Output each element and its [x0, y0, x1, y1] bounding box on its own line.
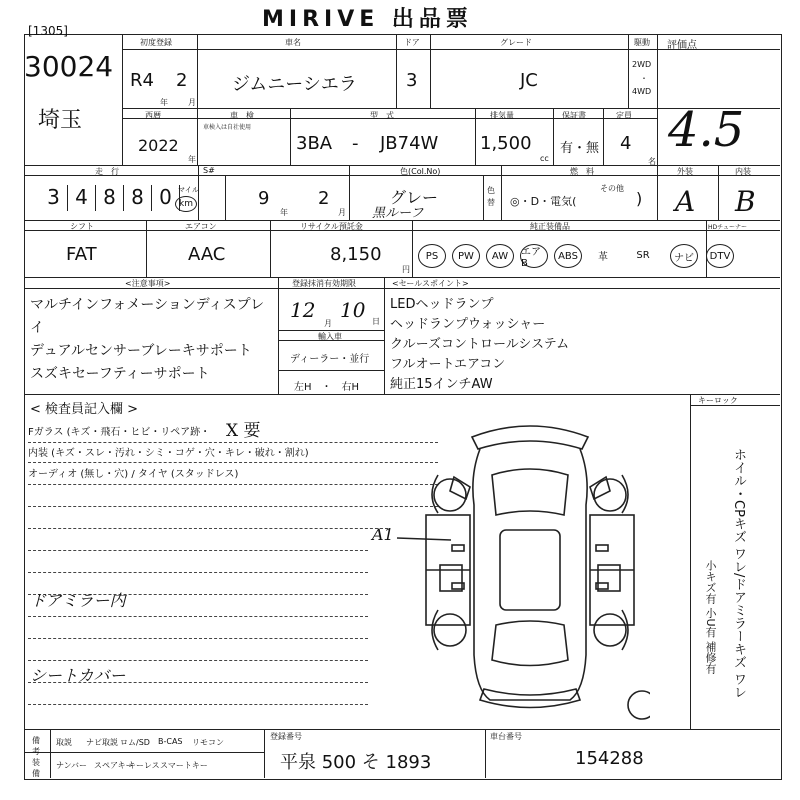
diagram-label: A1: [372, 525, 394, 544]
drive-2wd: 2WD: [632, 60, 652, 69]
equipment-badge: PW: [452, 244, 480, 268]
label-reg-expiry: 登録抹消有効期限: [292, 279, 356, 288]
guarantee: 有・無: [560, 141, 600, 156]
mileage-digits: [40, 185, 180, 211]
note-line: イ: [30, 320, 44, 336]
label-first-reg: 初度登録: [140, 38, 172, 47]
label-drive: 駆動: [634, 38, 650, 47]
equipment-badge: ナビ: [670, 244, 698, 268]
label-seireki: 西暦: [145, 111, 161, 120]
inspector-mark: X 要: [226, 421, 261, 441]
label-chassis: 車台番号: [490, 732, 522, 741]
inspector-line: Fガラス (キズ・飛石・ヒビ・リペア跡・: [28, 427, 211, 438]
side-note-1: ホイル・CPキズ ワレ/ドアミラーキズ ワレ: [731, 448, 746, 699]
side-note-2: 小キズ有 小U有 補修有: [704, 560, 717, 675]
sales-point-line: 純正15インチAW: [390, 377, 493, 392]
model-sep: -: [352, 133, 359, 154]
inspector-line: オーディオ (無し・穴) / タイヤ (スタッドレス): [28, 469, 239, 480]
color-change-label: 色 替: [487, 186, 495, 207]
cc-unit: cc: [540, 154, 549, 163]
handwritten-note-1: ドアミラー内: [30, 591, 126, 610]
shaken-month-unit: 月: [338, 208, 346, 217]
drive-4wd: 4WD: [632, 87, 652, 96]
month-unit: 月: [188, 98, 196, 107]
model-prefix: 3BA: [296, 133, 333, 154]
doors: 3: [406, 70, 418, 91]
region: 埼玉: [38, 108, 83, 133]
equipment-badge: 革: [590, 244, 616, 266]
label-inspector: < 検査員記入欄 >: [30, 402, 139, 417]
label-recycle: リサイクル預託金: [300, 222, 363, 231]
fuel: ◎・D・電気(: [510, 195, 577, 208]
label-sflag: S#: [203, 166, 215, 175]
label-import: 輸入車: [318, 332, 342, 341]
label-hdtuner: HDチューナー: [708, 224, 747, 231]
mileage-digit: 4: [68, 185, 96, 211]
lot-number: 30024: [24, 50, 114, 83]
label-color: 色(Col.No): [400, 167, 441, 176]
plate-number: 平泉 500 そ 1893: [280, 752, 432, 773]
label-mileage: 走 行: [95, 167, 119, 176]
shaken-month: 2: [318, 188, 330, 209]
label-shaken-note: 車検入は自社使用: [203, 124, 252, 131]
inspector-line: 内装 (キズ・スレ・汚れ・シミ・コゲ・穴・キレ・破れ・割れ): [28, 448, 309, 459]
label-shaken: 車 検: [230, 111, 254, 120]
month: 2: [176, 70, 188, 91]
label-grade: グレード: [500, 38, 532, 47]
equipment-badge: SR: [630, 244, 656, 266]
year: 2022: [138, 136, 179, 155]
label-score: 評価点: [667, 40, 697, 51]
label-fuel: 燃 料: [570, 167, 594, 176]
label-caution: <注意事項>: [125, 279, 171, 288]
chassis-number: 154288: [575, 748, 644, 769]
shift: FAT: [66, 244, 97, 265]
interior-grade: B: [735, 185, 756, 218]
capacity-unit: 名: [648, 157, 656, 166]
lot-bracket: [1305]: [28, 24, 68, 38]
import-handle: 左H ・ 右H: [294, 382, 360, 393]
mileage-digit: 8: [96, 185, 124, 211]
option-item: スマートキー: [160, 761, 208, 770]
sales-point-line: フルオートエアコン: [390, 357, 506, 372]
option-item: ロム/SD: [120, 738, 150, 747]
equipment-badge: ABS: [554, 244, 582, 268]
model-code: JB74W: [380, 133, 439, 154]
note-line: スズキセーフティーサポート: [30, 366, 210, 382]
km-text: km: [179, 199, 193, 209]
shaken-year-unit: 年: [280, 208, 288, 217]
option-item: ナビ取説: [86, 738, 118, 747]
option-item: B-CAS: [158, 737, 183, 746]
option-item: スペアキー: [94, 761, 134, 770]
mileage-digit: 3: [40, 185, 68, 211]
label-shift: シフト: [70, 222, 94, 231]
label-plate: 登録番号: [270, 732, 302, 741]
option-item: 取説: [56, 738, 72, 747]
label-aircon: エアコン: [185, 222, 217, 231]
option-item: リモコン: [192, 738, 224, 747]
label-interior: 内装: [735, 167, 751, 176]
import-dealer: ディーラー・並行: [290, 354, 370, 365]
mileage-digit: 0: [152, 185, 180, 211]
car-damage-diagram: [410, 415, 650, 725]
year-unit: 年: [160, 98, 168, 107]
label-capacity: 定員: [616, 111, 632, 120]
equipment-badge: PS: [418, 244, 446, 268]
label-sales-point: <セールスポイント>: [392, 279, 469, 288]
handwritten-note-2: シートカバー: [30, 666, 126, 685]
label-guarantee: 保証書: [562, 111, 586, 120]
reg-expiry-month: 12: [290, 298, 316, 322]
color-main: グレー: [390, 188, 439, 207]
car-name: ジムニーシエラ: [232, 74, 357, 95]
shaken-year: 9: [258, 188, 270, 209]
equipment-badge: DTV: [706, 244, 734, 268]
label-door: ドア: [404, 38, 420, 47]
exterior-grade: A: [675, 185, 696, 218]
option-item: ナンバー: [56, 761, 88, 770]
sales-point-line: LEDヘッドランプ: [390, 297, 494, 312]
note-line: マルチインフォメーションディスプレ: [30, 297, 265, 313]
label-exterior: 外装: [677, 167, 693, 176]
label-model: 型 式: [370, 111, 394, 120]
recycle-unit: 円: [402, 265, 410, 274]
label-displacement: 排気量: [490, 111, 514, 120]
mileage-unit-km: [175, 196, 197, 212]
label-equipment-block: 備 考 装 備: [32, 736, 40, 778]
mileage-unit-mile: マイル: [178, 186, 199, 194]
displacement: 1,500: [480, 133, 532, 154]
sheet-title: MIRIVE 出品票: [262, 7, 473, 32]
score: 4.5: [668, 102, 745, 158]
equipment-badge: エアB: [520, 244, 548, 268]
mileage-digit: 8: [124, 185, 152, 211]
recycle: 8,150: [330, 244, 382, 265]
fuel-other-label: その他: [600, 184, 624, 193]
label-genuine-equipment: 純正装備品: [530, 222, 570, 231]
reg-expiry-day: 10: [340, 298, 366, 322]
reg-expiry-day-unit: 日: [372, 317, 380, 326]
reg-expiry-month-unit: 月: [324, 319, 332, 328]
sales-point-line: ヘッドランプウォッシャー: [390, 317, 546, 332]
year-unit-2: 年: [188, 155, 196, 164]
fuel-close: ): [636, 189, 643, 208]
option-item: キーレス: [128, 761, 160, 770]
note-line: デュアルセンサーブレーキサポート: [30, 343, 252, 359]
color-sub: 黒ルーフ: [372, 206, 424, 221]
aircon: AAC: [188, 244, 226, 265]
era: R4: [130, 70, 154, 91]
label-keylock: キーロック: [698, 396, 738, 405]
capacity: 4: [620, 133, 632, 154]
sales-point-line: クルーズコントロールシステム: [390, 337, 570, 352]
label-car-name: 車名: [285, 38, 301, 47]
grade: JC: [520, 70, 538, 91]
drive-dot: ・: [640, 74, 648, 83]
equipment-badge: AW: [486, 244, 514, 268]
diagram-pointer: [395, 530, 455, 546]
